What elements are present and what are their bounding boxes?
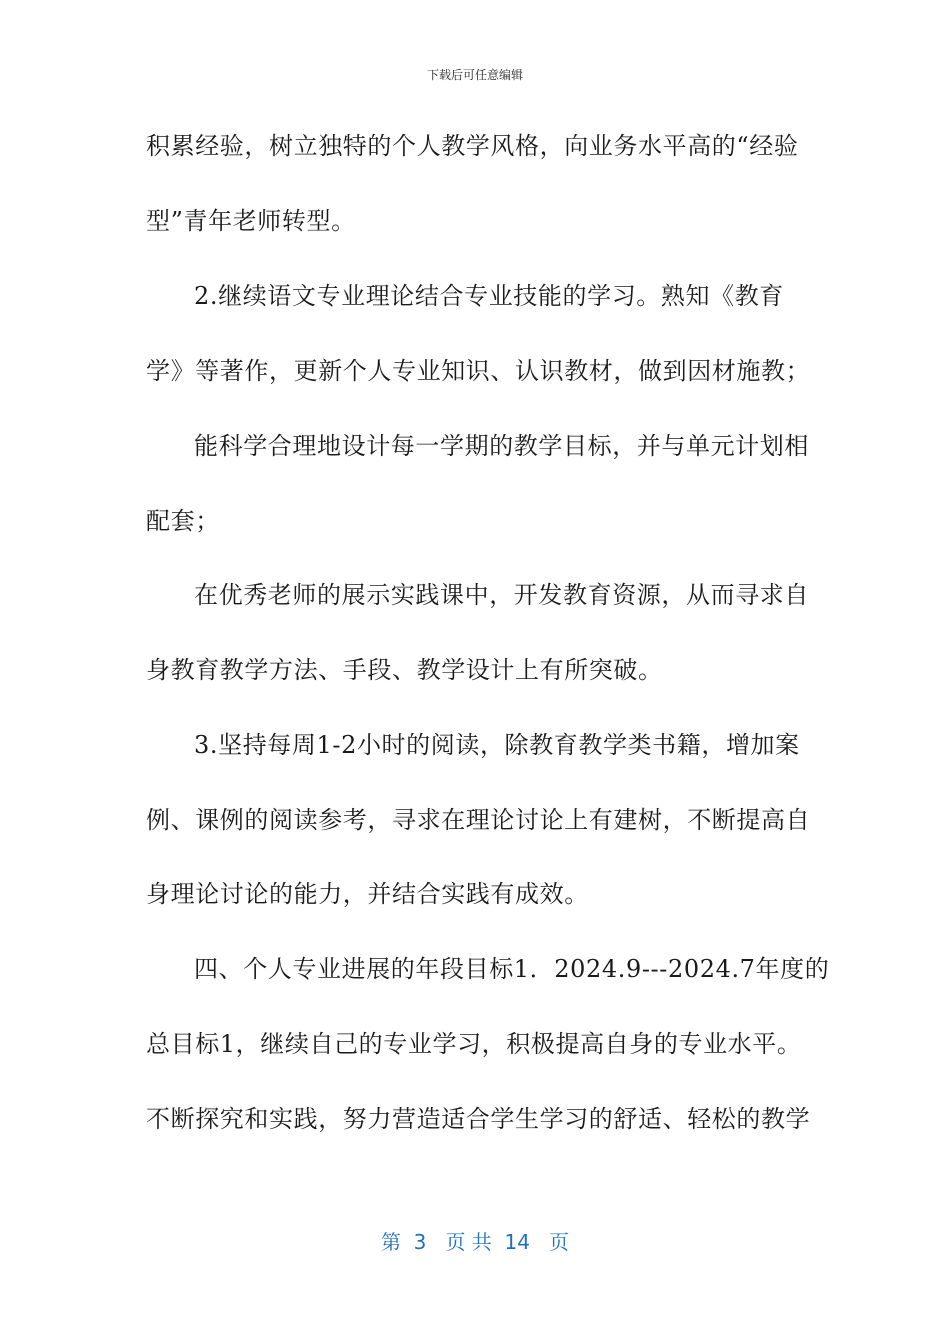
body-line: 配套； [146, 507, 220, 535]
body-line: 身教育教学方法、手段、教学设计上有所突破。 [146, 656, 663, 684]
body-line: 积累经验，树立独特的个人教学风格，向业务水平高的“经验 [146, 132, 799, 160]
body-line: 总目标1，继续自己的专业学习，积极提高自身的专业水平。 [146, 1030, 802, 1058]
body-line: 在优秀老师的展示实践课中，开发教育资源，从而寻求自 [194, 581, 809, 609]
body-line: 身理论讨论的能力，并结合实践有成效。 [146, 880, 589, 908]
body-line: 不断探究和实践，努力营造适合学生学习的舒适、轻松的教学 [146, 1105, 811, 1133]
body-line: 学》等著作，更新个人专业知识、认识教材，做到因材施教； [146, 357, 811, 385]
body-line: 四、个人专业进展的年段目标1．2024.9---2024.7年度的 [194, 955, 830, 983]
body-line: 型”青年老师转型。 [146, 207, 356, 235]
body-line: 2.继续语文专业理论结合专业技能的学习。熟知《教育 [194, 282, 784, 310]
body-line: 能科学合理地设计每一学期的教学目标，并与单元计划相 [194, 432, 809, 460]
body-line: 3.坚持每周1-2小时的阅读，除教育教学类书籍，增加案 [194, 731, 800, 759]
body-line: 例、课例的阅读参考，寻求在理论讨论上有建树，不断提高自 [146, 806, 811, 834]
download-note: 下载后可任意编辑 [426, 68, 523, 82]
page-number-footer: 第 3 页 共 14 页 [380, 1230, 570, 1254]
